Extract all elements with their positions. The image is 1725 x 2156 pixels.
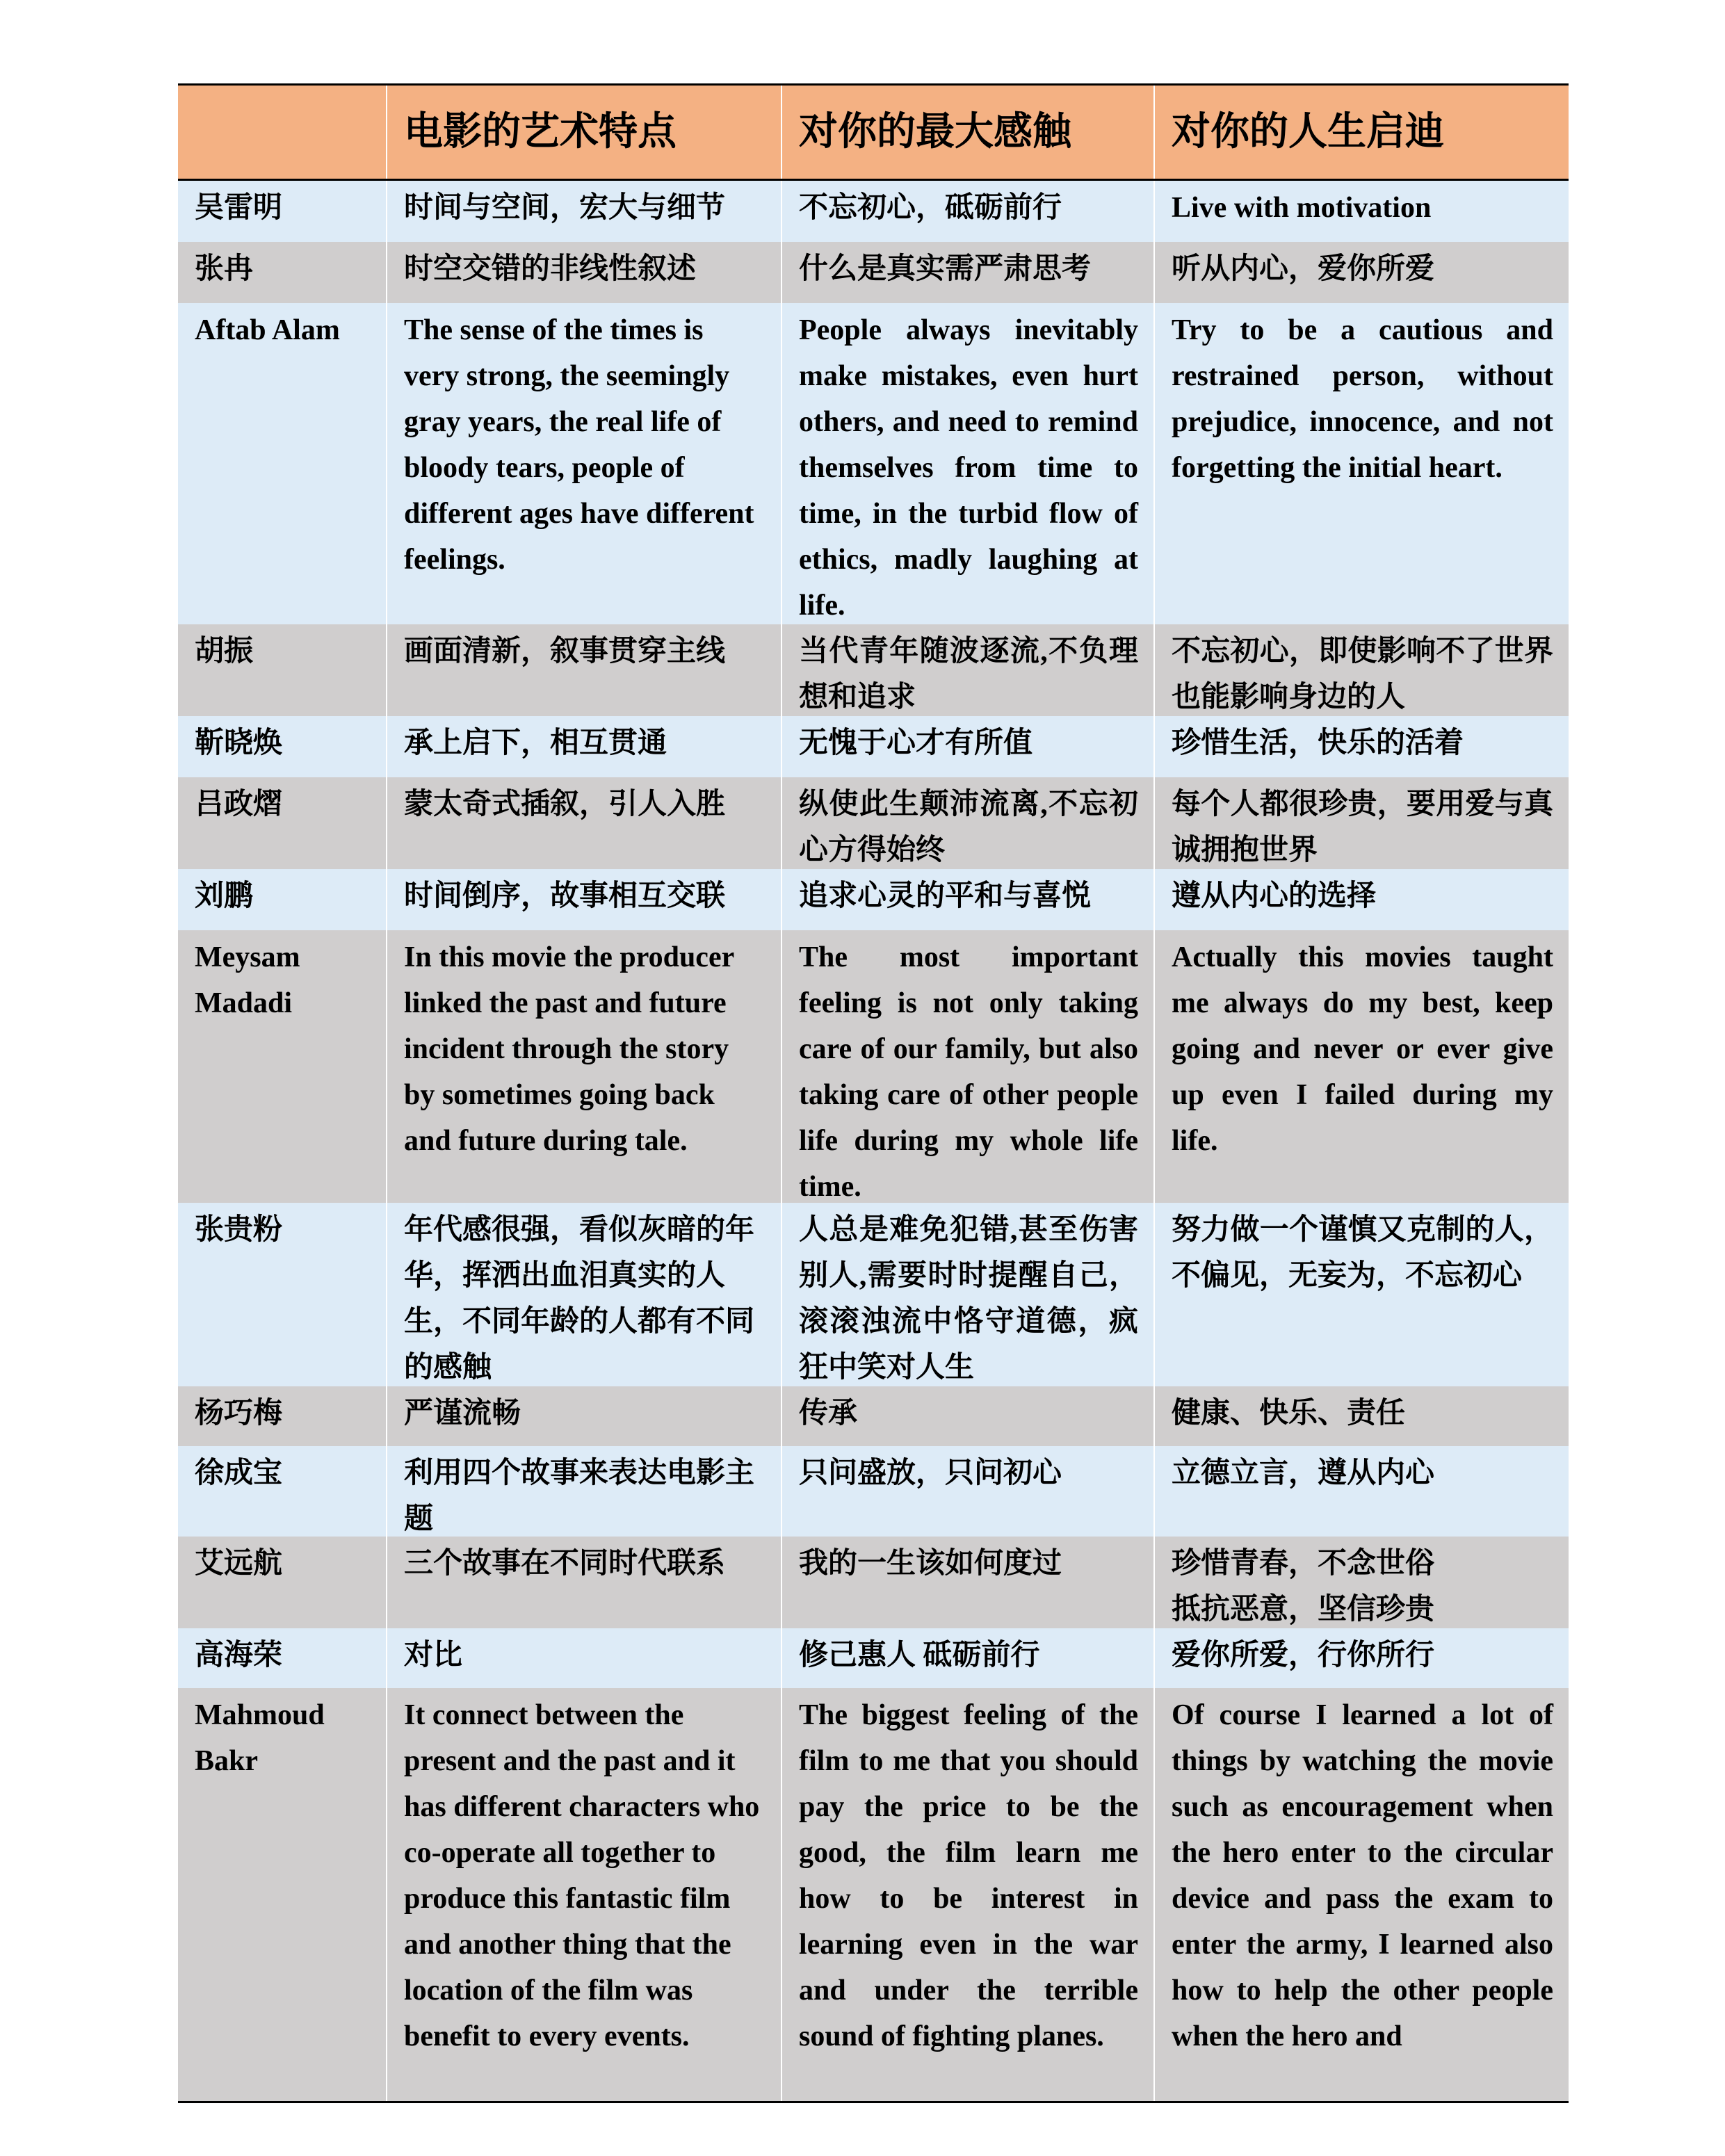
table-row: [178, 1386, 1569, 1446]
cell-art: [387, 624, 781, 716]
insight-text: 每个人都很珍贵，要用爱与真诚拥抱世界: [1172, 788, 1553, 866]
cell-art: [387, 303, 781, 624]
name-text: 张冉: [195, 253, 254, 285]
cell-name: [178, 1537, 387, 1628]
feeling-text: 什么是真实需严肃思考: [799, 253, 1092, 285]
cell-insight: [1154, 1688, 1569, 2102]
cell-feeling: [781, 242, 1154, 303]
cell-feeling: [781, 716, 1154, 777]
cell-feeling: [781, 1203, 1154, 1386]
cell-name: [178, 777, 387, 869]
art-text: The sense of the times is very strong, the seemingly gray years, the real life of bloody tears, people of different ages have different feelings.: [404, 314, 754, 576]
table-row: [178, 1446, 1569, 1537]
cell-feeling: [781, 180, 1154, 243]
insight-text: 爱你所爱，行你所行: [1172, 1639, 1435, 1671]
cell-name: [178, 180, 387, 243]
cell-insight: [1154, 242, 1569, 303]
name-text: 吴雷明: [195, 192, 283, 224]
cell-insight: [1154, 1537, 1569, 1628]
feeling-text: 当代青年随波逐流,不负理想和追求: [799, 635, 1138, 713]
name-text: 徐成宝: [195, 1457, 283, 1489]
cell-feeling: [781, 1386, 1154, 1446]
insight-text: 不忘初心，即使影响不了世界也能影响身边的人: [1172, 635, 1553, 713]
insight-text: 听从内心，爱你所爱: [1172, 253, 1435, 285]
cell-name: [178, 716, 387, 777]
cell-name: [178, 1628, 387, 1688]
feeling-text: 我的一生该如何度过: [799, 1548, 1062, 1580]
art-text: It connect between the present and the past and it has different characters who co-operate all together to produce this fantastic film and another thing that the location of the film was benefit to every events.: [404, 1699, 760, 2052]
art-text: 利用四个故事来表达电影主题: [404, 1457, 755, 1535]
table-row: [178, 777, 1569, 869]
art-text: 画面清新，叙事贯穿主线: [404, 635, 726, 667]
feeling-text: The most important feeling is not only taking care of our family, but also taking care of other people life during my whole life time.: [799, 941, 1138, 1203]
cell-art: [387, 1446, 781, 1537]
table-row: [178, 242, 1569, 303]
insight-text: 珍惜青春，不念世俗 抵抗恶意，坚信珍贵: [1172, 1548, 1435, 1626]
feeling-text: 传承: [799, 1397, 858, 1429]
cell-art: [387, 930, 781, 1203]
art-text: 时空交错的非线性叙述: [404, 253, 697, 285]
name-text: Mahmoud Bakr: [195, 1699, 325, 1777]
name-text: 艾远航: [195, 1548, 283, 1580]
feeling-text: People always inevitably make mistakes, even hurt others, and need to remind themselves from time to time, in the turbid flow of ethics, madly laughing at life.: [799, 314, 1138, 622]
cell-art: [387, 242, 781, 303]
cell-feeling: [781, 1628, 1154, 1688]
cell-name: [178, 1446, 387, 1537]
cell-feeling: [781, 869, 1154, 930]
insight-text: Actually this movies taught me always do my best, keep going and never or ever give up even I failed during my life.: [1172, 941, 1553, 1157]
cell-insight: [1154, 1203, 1569, 1386]
cell-art: [387, 1688, 781, 2102]
cell-insight: [1154, 1386, 1569, 1446]
table-row: [178, 869, 1569, 930]
cell-name: [178, 930, 387, 1203]
art-text: 承上启下，相互贯通: [404, 727, 667, 759]
art-text: 三个故事在不同时代联系: [404, 1548, 726, 1580]
name-text: 靳晓焕: [195, 727, 283, 759]
cell-art: [387, 1628, 781, 1688]
cell-insight: [1154, 716, 1569, 777]
insight-text: Of course I learned a lot of things by watching the movie such as encouragement when the hero enter to the circular device and pass the exam to enter the army, I learned also how to help the other people when the hero and: [1172, 1699, 1553, 2052]
cell-name: [178, 1386, 387, 1446]
cell-name: [178, 242, 387, 303]
header-insight: [1154, 85, 1569, 180]
cell-insight: [1154, 869, 1569, 930]
cell-name: [178, 1688, 387, 2102]
cell-art: [387, 180, 781, 243]
cell-feeling: [781, 1688, 1154, 2102]
header-art-label: 电影的艺术特点: [404, 111, 677, 154]
table-row: [178, 1688, 1569, 2102]
art-text: In this movie the producer linked the past and future incident through the story by sometimes going back and future during tale.: [404, 941, 734, 1157]
table-row: [178, 303, 1569, 624]
feeling-text: 修己惠人 砥砺前行: [799, 1639, 1040, 1671]
name-text: 张贵粉: [195, 1214, 283, 1246]
insight-text: Live with motivation: [1172, 192, 1432, 224]
reflection-table: [178, 83, 1569, 2103]
table-row: [178, 1628, 1569, 1688]
header-insight-label: 对你的人生启迪: [1172, 111, 1444, 154]
art-text: 蒙太奇式插叙，引人入胜: [404, 788, 726, 820]
cell-feeling: [781, 624, 1154, 716]
feeling-text: 追求心灵的平和与喜悦: [799, 880, 1092, 912]
cell-name: [178, 303, 387, 624]
header-name: [178, 85, 387, 180]
cell-insight: [1154, 1446, 1569, 1537]
name-text: Meysam Madadi: [195, 941, 300, 1019]
cell-name: [178, 624, 387, 716]
table-row: [178, 624, 1569, 716]
cell-insight: [1154, 777, 1569, 869]
name-text: 杨巧梅: [195, 1397, 283, 1429]
cell-feeling: [781, 777, 1154, 869]
table-header-row: [178, 85, 1569, 180]
cell-feeling: [781, 303, 1154, 624]
cell-art: [387, 1203, 781, 1386]
name-text: 胡振: [195, 635, 254, 667]
header-feeling-label: 对你的最大感触: [799, 111, 1071, 154]
cell-feeling: [781, 1537, 1154, 1628]
art-text: 时间与空间，宏大与细节: [404, 192, 726, 224]
insight-text: 珍惜生活，快乐的活着: [1172, 727, 1464, 759]
cell-feeling: [781, 930, 1154, 1203]
feeling-text: 纵使此生颠沛流离,不忘初心方得始终: [799, 788, 1138, 866]
cell-art: [387, 777, 781, 869]
name-text: 刘鹏: [195, 880, 254, 912]
header-feeling: [781, 85, 1154, 180]
cell-feeling: [781, 1446, 1154, 1537]
table-row: [178, 930, 1569, 1203]
feeling-text: 无愧于心才有所值: [799, 727, 1033, 759]
table-row: [178, 1537, 1569, 1628]
cell-insight: [1154, 180, 1569, 243]
insight-text: 健康、快乐、责任: [1172, 1397, 1406, 1429]
feeling-text: 不忘初心，砥砺前行: [799, 192, 1062, 224]
feeling-text: 只问盛放，只问初心: [799, 1457, 1062, 1489]
art-text: 时间倒序，故事相互交联: [404, 880, 726, 912]
cell-name: [178, 1203, 387, 1386]
table-body: [178, 180, 1569, 2102]
feeling-text: The biggest feeling of the film to me that you should pay the price to be the good, the film learn me how to be interest in learning even in the war and under the terrible sound of fighting planes.: [799, 1699, 1138, 2052]
cell-insight: [1154, 624, 1569, 716]
name-text: 吕政熠: [195, 788, 283, 820]
table-row: [178, 716, 1569, 777]
art-text: 严谨流畅: [404, 1397, 521, 1429]
art-text: 对比: [404, 1639, 463, 1671]
cell-art: [387, 1386, 781, 1446]
insight-text: Try to be a cautious and restrained person, without prejudice, innocence, and not forgetting the initial heart.: [1172, 314, 1553, 484]
insight-text: 遵从内心的选择: [1172, 880, 1377, 912]
cell-insight: [1154, 303, 1569, 624]
cell-insight: [1154, 1628, 1569, 1688]
cell-insight: [1154, 930, 1569, 1203]
cell-name: [178, 869, 387, 930]
insight-text: 立德立言，遵从内心: [1172, 1457, 1435, 1489]
name-text: Aftab Alam: [195, 314, 340, 346]
table-row: [178, 1203, 1569, 1386]
cell-art: [387, 1537, 781, 1628]
header-art: [387, 85, 781, 180]
insight-text: 努力做一个谨慎又克制的人，不偏见，无妄为，不忘初心: [1172, 1214, 1553, 1292]
name-text: 高海荣: [195, 1639, 283, 1671]
table-row: [178, 180, 1569, 243]
cell-art: [387, 869, 781, 930]
cell-art: [387, 716, 781, 777]
feeling-text: 人总是难免犯错,甚至伤害别人,需要时时提醒自己，滚滚浊流中恪守道德，疯狂中笑对人生: [799, 1214, 1138, 1384]
art-text: 年代感很强，看似灰暗的年华，挥洒出血泪真实的人生，不同年龄的人都有不同的感触: [404, 1214, 755, 1384]
